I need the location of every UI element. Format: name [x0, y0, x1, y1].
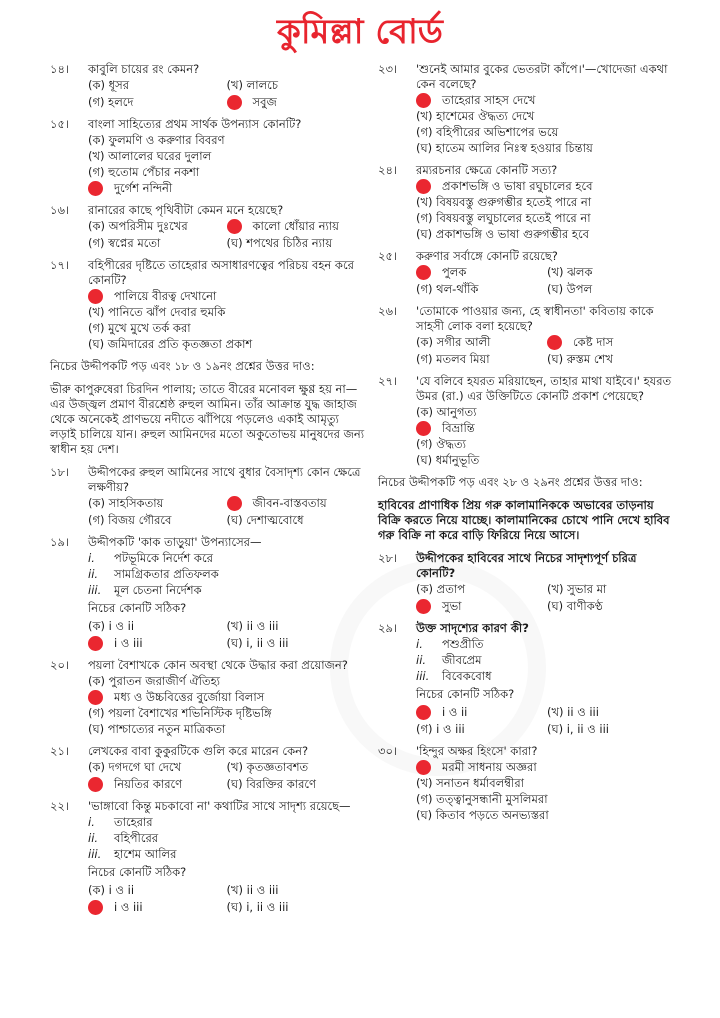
option-ga[interactable]: (গ) ঔদ্ধত্য: [416, 437, 467, 451]
option-kha[interactable]: (খ) ii ও iii: [547, 705, 599, 719]
statement-i: i. পটভূমিকে নির্দেশ করে: [88, 551, 213, 565]
option-kha[interactable]: (খ) ii ও iii: [226, 619, 279, 633]
stimulus-heading: নিচের উদ্দীপকটি পড় এবং ২৮ ও ২৯নং প্রশ্নের উত্তর দাও:: [378, 475, 643, 489]
answer-dot-icon: [416, 93, 431, 108]
option-kha-answer[interactable]: কালো ধোঁয়ার ন্যায়: [227, 219, 366, 234]
option-ka[interactable]: (ক) অপরিসীম দুঃখের: [88, 219, 188, 233]
statement-iii: iii. হাশেম আলির: [88, 847, 177, 861]
option-gha[interactable]: (ঘ) উপল: [547, 282, 593, 296]
option-ka[interactable]: (ক) ফুলমণি ও করুণার বিবরণ: [88, 133, 225, 147]
option-ka[interactable]: (ক) ধূসর: [88, 78, 130, 92]
answer-dot-icon: [227, 95, 242, 110]
question-text: রানারের কাছে পৃথিবীটা কেমন মনে হয়েছে?: [88, 203, 284, 217]
option-ga[interactable]: (গ) তত্ত্বানুসন্ধানী মুসলিমরা: [416, 792, 548, 806]
answer-dot-icon: [416, 705, 431, 720]
option-ga[interactable]: (গ) i ও iii: [416, 722, 465, 736]
answer-dot-icon: [88, 289, 103, 304]
option-gha[interactable]: (ঘ) পাশ্চাত্যের নতুন মাত্রিকতা: [88, 722, 226, 736]
stimulus-passage: ভীরু কাপুরুষেরা চিরদিন পালায়; তাতে বীরের মনোবল ক্ষুণ্ণ হয় না—এর উজ্জ্বল প্রমাণ বীরশ্রেষ্ঠ রুহুল আমিন। তাঁর আক্রান্ত যুদ্ধ জাহাজ থেকে অনেকেই প্রাণভয়ে নদীতে ঝাঁপিয়ে পড়লেও একাই আমৃত্যু লড়াই চালিয়ে যান। রুহুল আমিনদের মতো অকুতোভয় মানুষদের জন্য স্বাধীন হয় দেশ।: [50, 382, 365, 456]
option-gha[interactable]: (ঘ) শপথের চিঠির ন্যায়: [226, 236, 333, 250]
option-ka[interactable]: (ক) i ও ii: [88, 883, 135, 897]
option-gha[interactable]: (ঘ) রুস্তম শেখ: [547, 352, 613, 366]
option-ka-answer[interactable]: তাহেরার সাহস দেখে: [416, 93, 678, 108]
option-ka[interactable]: (ক) i ও ii: [88, 619, 135, 633]
question-27: ২৭। 'যে বলিবে হযরত মরিয়াছেন, তাহার মাথা যাইবে।' হযরত উমর (রা.) এর উক্তিটিতে কোনটি প্রকাশ পেয়েছে? (ক) আনুগত্য বিভ্রান্তি (গ) ঔদ্ধত্য (ঘ) ধর্মানুভূতি: [378, 374, 678, 469]
question-text: কাবুলি চায়ের রং কেমন?: [88, 62, 200, 76]
option-kha-answer[interactable]: কেষ্ট দাস: [547, 335, 678, 350]
option-gha[interactable]: (ঘ) i, ii ও iii: [547, 722, 609, 736]
option-gha[interactable]: (ঘ) দেশাত্মবোধে: [226, 513, 304, 527]
option-gha[interactable]: (ঘ) প্রকাশভঙ্গি ও ভাষা গুরুগম্ভীর হবে: [416, 227, 589, 241]
option-kha[interactable]: (খ) পানিতে ঝাঁপ দেবার হুমকি: [88, 305, 226, 319]
option-gha[interactable]: (ঘ) i, ii ও iii: [226, 636, 289, 650]
which-correct: নিচের কোনটি সঠিক?: [88, 601, 187, 615]
answer-dot-icon: [88, 900, 103, 915]
option-ka-answer[interactable]: পুলক: [416, 265, 547, 280]
option-ga[interactable]: (গ) হুতোম পেঁচার নকশা: [88, 165, 200, 179]
question-text: বহিপীরের দৃষ্টিতে তাহেরার অসাধারণত্বের পরিচয় বহন করে কোনটি?: [88, 258, 354, 287]
option-kha[interactable]: (খ) ii ও iii: [226, 883, 279, 897]
statement-ii: ii. জীবপ্রেম: [416, 653, 482, 667]
option-ka-answer[interactable]: পালিয়ে বীরত্ব দেখানো: [88, 289, 365, 304]
question-16: ১৬। রানারের কাছে পৃথিবীটা কেমন মনে হয়েছে? (ক) অপরিসীম দুঃখের কালো ধোঁয়ার ন্যায় (গ) স্বপ্নের মতো (ঘ) শপথের চিঠির ন্যায়: [50, 203, 365, 252]
which-correct: নিচের কোনটি সঠিক?: [88, 865, 187, 879]
stimulus-passage: হাবিবের প্রাণাধিক প্রিয় গরু কালামানিককে অভাবের তাড়নায় বিক্রি করতে নিয়ে যাচ্ছে। কালামানিকের চোখে পানি দেখে হাবিব গরু বিক্রি না করে বাড়ি ফিরিয়ে নিয়ে আসে।: [378, 498, 670, 542]
option-ka[interactable]: (ক) প্রতাপ: [416, 582, 466, 596]
question-text: 'তোমাকে পাওয়ার জন্য, হে স্বাধীনতা' কবিতায় কাকে সাহসী লোক বলা হয়েছে?: [416, 304, 654, 333]
option-ga-answer[interactable]: i ও iii: [88, 900, 227, 915]
question-23: ২৩। 'শুনেই আমার বুকের ভেতরটা কাঁপে।'—খোদেজা একথা কেন বলেছে? তাহেরার সাহস দেখে (খ) হাশেমের ঔদ্ধত্য দেখে (গ) বহিপীরের অভিশাপের ভয়ে (ঘ) হাতেম আলির নিঃস্ব হওয়ার চিন্তায়: [378, 62, 678, 157]
option-ga[interactable]: (গ) পয়লা বৈশাখের শভিনিস্টিক দৃষ্টিভঙ্গি: [88, 706, 272, 720]
statement-i: i. তাহেরার: [88, 815, 153, 829]
question-text: লেখকের বাবা কুকুরটিকে গুলি করে মারেন কেন?: [88, 744, 309, 758]
option-ga[interactable]: (গ) স্বপ্নের মতো: [88, 236, 161, 250]
option-kha[interactable]: (খ) আলালের ঘরের দুলাল: [88, 149, 212, 163]
option-ka-answer[interactable]: মরমী সাধনায় অজ্ঞরা: [416, 760, 678, 775]
option-ga-answer[interactable]: i ও iii: [88, 636, 227, 651]
option-gha[interactable]: (ঘ) i, ii ও iii: [226, 900, 289, 914]
left-column: [50, 62, 365, 922]
answer-dot-icon: [227, 496, 242, 511]
question-18: ১৮। উদ্দীপকের রুহুল আমিনের সাথে বুধার বৈসাদৃশ্য কোন ক্ষেত্রে লক্ষণীয়? (ক) সাহসিকতায় জীবন-বাস্তবতায় (গ) বিজয় গৌরবে (ঘ) দেশাত্মবোধে: [50, 465, 365, 529]
which-correct: নিচের কোনটি সঠিক?: [416, 687, 515, 701]
option-gha-answer[interactable]: দুর্গেশ নন্দিনী: [88, 181, 365, 196]
option-ga[interactable]: (গ) থল-থাঁকি: [416, 282, 479, 296]
option-kha[interactable]: (খ) সনাতন ধর্মাবলম্বীরা: [416, 776, 524, 790]
option-ka[interactable]: (ক) সাহসিকতায়: [88, 496, 164, 510]
option-gha[interactable]: (ঘ) জমিদারের প্রতি কৃতজ্ঞতা প্রকাশ: [88, 337, 253, 351]
question-text: 'ভাঙ্গাবো কিন্তু মচকাবো না' কথাটির সাথে সাদৃশ্য রয়েছে—: [88, 799, 351, 813]
statement-ii: ii. সামগ্রিকতার প্রতিফলক: [88, 567, 219, 581]
option-kha[interactable]: (খ) লালচে: [226, 78, 278, 92]
option-kha-answer[interactable]: জীবন-বাস্তবতায়: [227, 496, 366, 511]
option-ga-answer[interactable]: সুভা: [416, 599, 547, 614]
question-text: উদ্দীপকের হাবিবের সাথে নিচের সাদৃশ্যপূর্ণ চরিত্র কোনটি?: [416, 551, 637, 580]
answer-dot-icon: [416, 179, 431, 194]
option-ka[interactable]: (ক) পুরাতন জরাজীর্ণ ঐতিহ্য: [88, 674, 220, 688]
option-ga-answer[interactable]: নিয়তির কারণে: [88, 777, 227, 792]
answer-dot-icon: [416, 599, 431, 614]
option-kha[interactable]: (খ) হাশেমের ঔদ্ধত্য দেখে: [416, 109, 535, 123]
statement-iii: iii. বিবেকবোধ: [416, 669, 492, 683]
option-ga[interactable]: (গ) মুখে মুখে তর্ক করা: [88, 321, 191, 335]
question-15: ১৫। বাংলা সাহিত্যের প্রথম সার্থক উপন্যাস কোনটি? (ক) ফুলমণি ও করুণার বিবরণ (খ) আলালের ঘরের দুলাল (গ) হুতোম পেঁচার নকশা দুর্গেশ নন্দিনী: [50, 117, 365, 197]
question-14: ১৪। কাবুলি চায়ের রং কেমন? (ক) ধূসর (খ) লালচে (গ) হলদে সবুজ: [50, 62, 365, 111]
statement-iii: iii. মূল চেতনা নির্দেশক: [88, 583, 202, 597]
question-28: ২৮। উদ্দীপকের হাবিবের সাথে নিচের সাদৃশ্যপূর্ণ চরিত্র কোনটি? (ক) প্রতাপ (খ) সুভার মা সুভা (ঘ) বাণীকণ্ঠ: [378, 551, 678, 615]
option-ga[interactable]: (গ) বিজয় গৌরবে: [88, 513, 172, 527]
option-gha[interactable]: (ঘ) হাতেম আলির নিঃস্ব হওয়ার চিন্তায়: [416, 141, 593, 155]
option-gha-answer[interactable]: সবুজ: [227, 95, 366, 110]
question-24: ২৪। রম্যরচনার ক্ষেত্রে কোনটি সত্য? প্রকাশভঙ্গি ও ভাষা রঘুচালের হবে (খ) বিষয়বস্তু গুরুগম্ভীর হতেই পারে না (গ) বিষয়বস্তু লঘুচালের হতেই পারে না (ঘ) প্রকাশভঙ্গি ও ভাষা গুরুগম্ভীর হবে: [378, 163, 678, 243]
question-text: করুণার সর্বাঙ্গে কোনটি রয়েছে?: [416, 249, 558, 263]
question-30: ৩০। 'হিন্দুর অক্ষর হিংসে' কারা? মরমী সাধনায় অজ্ঞরা (খ) সনাতন ধর্মাবলম্বীরা (গ) তত্ত্বানুসন্ধানী মুসলিমরা (ঘ) কিতাব পড়তে অনভ্যস্তরা: [378, 744, 678, 824]
question-21: ২১। লেখকের বাবা কুকুরটিকে গুলি করে মারেন কেন? (ক) দগদগে ঘা দেখে (খ) কৃতজ্ঞতাবশত নিয়তির কারণে (ঘ) বিরক্তির কারণে: [50, 744, 365, 793]
question-text: 'হিন্দুর অক্ষর হিংসে' কারা?: [416, 744, 538, 758]
answer-dot-icon: [227, 219, 242, 234]
option-gha[interactable]: (ঘ) বাণীকণ্ঠ: [547, 599, 603, 613]
question-26: ২৬। 'তোমাকে পাওয়ার জন্য, হে স্বাধীনতা' কবিতায় কাকে সাহসী লোক বলা হয়েছে? (ক) সগীর আলী কেষ্ট দাস (গ) মতলব মিয়া (ঘ) রুস্তম শেখ: [378, 304, 678, 368]
option-ka-answer[interactable]: i ও ii: [416, 705, 547, 720]
option-gha[interactable]: (ঘ) কিতাব পড়তে অনভ্যস্তরা: [416, 808, 549, 822]
question-text: বাংলা সাহিত্যের প্রথম সার্থক উপন্যাস কোনটি?: [88, 117, 302, 131]
option-ka[interactable]: (ক) সগীর আলী: [416, 335, 491, 349]
option-gha[interactable]: (ঘ) বিরক্তির কারণে: [226, 777, 316, 791]
question-text: উদ্দীপকটি 'কাক তাড়ুয়া' উপন্যাসের—: [88, 535, 262, 549]
question-text: রম্যরচনার ক্ষেত্রে কোনটি সত্য?: [416, 163, 558, 177]
question-text: 'যে বলিবে হযরত মরিয়াছেন, তাহার মাথা যাইবে।' হযরত উমর (রা.) এর উক্তিটিতে কোনটি প্রকাশ পেয়েছে?: [416, 374, 672, 403]
answer-dot-icon: [88, 636, 103, 651]
option-ka[interactable]: (ক) আনুগত্য: [416, 405, 477, 419]
answer-dot-icon: [416, 421, 431, 436]
option-kha[interactable]: (খ) ঝলক: [547, 265, 593, 279]
option-ka-answer[interactable]: প্রকাশভঙ্গি ও ভাষা রঘুচালের হবে: [416, 179, 678, 194]
option-ga[interactable]: (গ) হলদে: [88, 95, 134, 109]
answer-dot-icon: [416, 265, 431, 280]
option-kha[interactable]: (খ) সুভার মা: [547, 582, 607, 596]
answer-dot-icon: [88, 777, 103, 792]
option-ga[interactable]: (গ) বহিপীরের অভিশাপের ভয়ে: [416, 125, 559, 139]
option-kha-answer[interactable]: বিভ্রান্তি: [416, 421, 678, 436]
answer-dot-icon: [88, 181, 103, 196]
question-text: পয়লা বৈশাখকে কোন অবস্থা থেকে উদ্ধার করা প্রয়োজন?: [88, 658, 348, 672]
option-kha[interactable]: (খ) বিষয়বস্তু গুরুগম্ভীর হতেই পারে না: [416, 195, 592, 209]
option-ka[interactable]: (ক) দগদগে ঘা দেখে: [88, 760, 182, 774]
question-17: ১৭। বহিপীরের দৃষ্টিতে তাহেরার অসাধারণত্বের পরিচয় বহন করে কোনটি? পালিয়ে বীরত্ব দেখানো (খ) পানিতে ঝাঁপ দেবার হুমকি (গ) মুখে মুখে তর্ক করা (ঘ) জমিদারের প্রতি কৃতজ্ঞতা প্রকাশ: [50, 258, 365, 353]
statement-i: i. পশুপ্রীতি: [416, 637, 484, 651]
question-22: ২২। 'ভাঙ্গাবো কিন্তু মচকাবো না' কথাটির সাথে সাদৃশ্য রয়েছে— i. তাহেরার ii. বহিপীরের iii. হাশেম আলির নিচের কোনটি সঠিক? (ক) i ও ii (খ) ii ও iii i ও iii (ঘ) i, ii ও iii: [50, 799, 365, 916]
option-ga[interactable]: (গ) মতলব মিয়া: [416, 352, 490, 366]
question-text: উদ্দীপকের রুহুল আমিনের সাথে বুধার বৈসাদৃশ্য কোন ক্ষেত্রে লক্ষণীয়?: [88, 465, 361, 494]
question-19: ১৯। উদ্দীপকটি 'কাক তাড়ুয়া' উপন্যাসের— i. পটভূমিকে নির্দেশ করে ii. সামগ্রিকতার প্রতিফলক iii. মূল চেতনা নির্দেশক নিচের কোনটি সঠিক? (ক) i ও ii (খ) ii ও iii i ও iii (ঘ) i, ii ও iii: [50, 535, 365, 652]
question-29: ২৯। উক্ত সাদৃশ্যের কারণ কী? i. পশুপ্রীতি ii. জীবপ্রেম iii. বিবেকবোধ নিচের কোনটি সঠিক? i ও ii (খ) ii ও iii (গ) i ও iii (ঘ) i, ii ও iii: [378, 621, 678, 738]
question-text: উক্ত সাদৃশ্যের কারণ কী?: [416, 621, 529, 635]
statement-ii: ii. বহিপীরের: [88, 831, 159, 845]
question-25: ২৫। করুণার সর্বাঙ্গে কোনটি রয়েছে? পুলক (খ) ঝলক (গ) থল-থাঁকি (ঘ) উপল: [378, 249, 678, 298]
option-ga[interactable]: (গ) বিষয়বস্তু লঘুচালের হতেই পারে না: [416, 211, 591, 225]
right-column: [378, 62, 678, 830]
option-gha[interactable]: (ঘ) ধর্মানুভূতি: [416, 453, 480, 467]
answer-dot-icon: [88, 690, 103, 705]
question-text: 'শুনেই আমার বুকের ভেতরটা কাঁপে।'—খোদেজা একথা কেন বলেছে?: [416, 62, 668, 91]
answer-dot-icon: [547, 335, 562, 350]
page-title: কুমিল্লা বোর্ড: [277, 12, 443, 52]
option-kha-answer[interactable]: মধ্য ও উচ্চবিত্তের বুর্জোয়া বিলাস: [88, 690, 365, 705]
stimulus-heading: নিচের উদ্দীপকটি পড় এবং ১৮ ও ১৯নং প্রশ্নের উত্তর দাও:: [50, 359, 315, 373]
option-kha[interactable]: (খ) কৃতজ্ঞতাবশত: [226, 760, 309, 774]
answer-dot-icon: [416, 760, 431, 775]
question-20: ২০। পয়লা বৈশাখকে কোন অবস্থা থেকে উদ্ধার করা প্রয়োজন? (ক) পুরাতন জরাজীর্ণ ঐতিহ্য মধ্য ও উচ্চবিত্তের বুর্জোয়া বিলাস (গ) পয়লা বৈশাখের শভিনিস্টিক দৃষ্টিভঙ্গি (ঘ) পাশ্চাত্যের নতুন মাত্রিকতা: [50, 658, 365, 738]
